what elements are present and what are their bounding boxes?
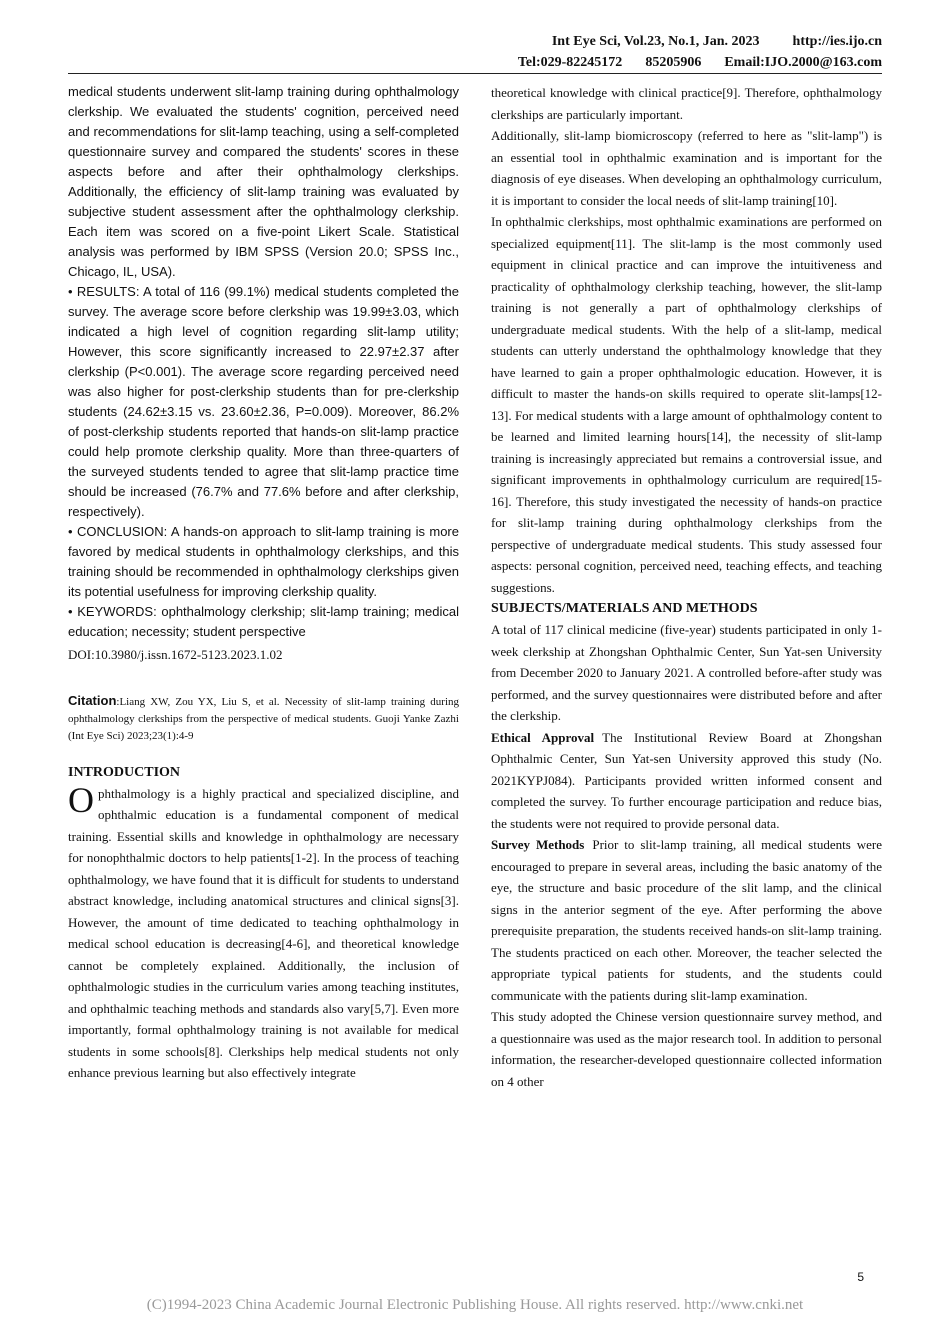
introduction-heading: INTRODUCTION — [68, 764, 181, 780]
email[interactable]: Email:IJO.2000@163.com — [724, 55, 882, 70]
abstract-keywords: • KEYWORDS: ophthalmology clerkship; slit-lamp training; medical education; necessity; student perspective — [68, 604, 459, 639]
intro-paragraph-2: Additionally, slit-lamp biomicroscopy (referred to here as "slit-lamp") is an essential tool in ophthalmic examination and is important for the diagnosis of eye diseases. When developing an ophthalmology curriculum, it is important to consider the local needs of slit-lamp training[10]. — [491, 128, 882, 208]
methods-heading: SUBJECTS/MATERIALS AND METHODS — [491, 601, 758, 616]
abstract-conclusion: • CONCLUSION: A hands-on approach to slit-lamp training is more favored by medical students in ophthalmology clerkships, and this training should be recommended in ophthalmology clerkships given its potential usefulness for improving clerkship quality. — [68, 524, 459, 599]
ethical-approval-label: Ethical Approval — [491, 729, 595, 745]
ethical-approval-paragraph — [491, 727, 882, 835]
journal-citation: Int Eye Sci, Vol.23, No.1, Jan. 2023 — [551, 34, 760, 49]
citation-text: :Liang XW, Zou YX, Liu S, et al. Necessity of slit-lamp training during ophthalmology clerkships from the perspective of medical students. Guoji Yanke Zazhi (Int Eye Sci) 2023;23(1):4-9 — [68, 695, 459, 742]
fax: 85205906 — [645, 55, 702, 70]
abstract-methods-continued: medical students underwent slit-lamp training during ophthalmology clerkship. We evaluated the students' cognition, perceived need and recommendations for slit-lamp teaching, using a self-completed questionnaire survey and compared the students' scores in these aspects before and after their ophthalmology clerkships. Additionally, the efficiency of slit-lamp training was evaluated by subjective student assessment after the ophthalmology clerkship. Each item was scored on a five-point Likert Scale. Statistical analysis was performed by IBM SPSS (Version 20.0; SPSS Inc., Chicago, IL, USA). — [68, 84, 459, 279]
drop-cap: O — [68, 779, 94, 820]
running-header-journal — [552, 34, 882, 50]
intro-paragraph-1-continued: theoretical knowledge with clinical practice[9]. Therefore, ophthalmology clerkships are particularly important. — [491, 85, 882, 122]
methods-paragraph-last: This study adopted the Chinese version questionnaire survey method, and a questionnaire was used as the major research tool. In addition to personal information, the researcher-developed questionnaire collected information on 4 other — [491, 1009, 882, 1089]
survey-methods-text: Prior to slit-lamp training, all medical students were encouraged to prepare in several areas, including the basic anatomy of the eye, the structure and basic procedure of the slit lamp, and the clinical signs in the anterior segment of the eye. After performing the above prerequisite preparation, the students received hands-on slit-lamp training. The students practiced on each other. Moreover, the teacher selected the appropriate typical patients for students, and the students could communicate with the patients during slit-lamp examination. — [491, 837, 882, 1003]
citation-block — [68, 692, 459, 745]
abstract-results: • RESULTS: A total of 116 (99.1%) medical students completed the survey. The average score before clerkship was 19.99±3.03, which indicated a high level of cognition regarding slit-lamp utility; However, this score significantly increased to 22.97±2.37 after clerkship (P<0.001). The average score regarding perceived need was also higher for post-clerkship students than for pre-clerkship students (24.62±3.15 vs. 23.60±2.36, P=0.009). Moreover, 86.2% of post-clerkship students reported that hands-on slit-lamp practice could help promote clerkship quality. More than three-quarters of the surveyed students tended to agree that slit-lamp practice time should be increased (76.7% and 77.6% before and after clerkship, respectively). — [68, 284, 459, 519]
right-column — [491, 82, 882, 1092]
citation-label: Citation — [68, 692, 117, 708]
page-number: 5 — [857, 1270, 864, 1284]
tel: Tel:029-82245172 — [517, 55, 623, 70]
copyright-footer: (C)1994-2023 China Academic Journal Electronic Publishing House. All rights reserved. http://www.cnki.net — [146, 1297, 804, 1313]
intro-paragraph-1 — [68, 779, 459, 1084]
survey-methods-label: Survey Methods — [491, 837, 585, 852]
ethical-approval-text: The Institutional Review Board at Zhongshan Ophthalmic Center, Sun Yat-sen University approved this study (No. 2021KYPJ084). Participants provided written informed consent and completed the survey. To further encourage participation and reduce bias, the students were not required to provide personal data. — [491, 729, 882, 831]
intro-paragraph-3: In ophthalmic clerkships, most ophthalmic examinations are performed on specialized equipment[11]. The slit-lamp is the most commonly used equipment in clinical practice and can improve the intuitiveness and practicality of ophthalmology clerkship teaching, however, the slit-lamp training is not generally a part of ophthalmology clerkships of undergraduate medical students. With the help of a slit-lamp, medical students can utterly understand the ophthalmology knowledge that they have learned to gain a proper ophthalmologic education. However, it is difficult to master the hands-on skills required to operate slit-lamps[12-13]. For medical students with a large amount of ophthalmology content to be learned and limited learning hours[14], the necessity of slit-lamp training is increasingly appreciated but remains a controversial issue, and significant improvements in ophthalmology curriculum are required[15-16]. Therefore, this study investigated the necessity of hands-on practice for slit-lamp training during ophthalmology clerkships from the perspective of undergraduate medical students. This study assessed four aspects: personal cognition, perceived need, teaching effects, and teaching suggestions. — [491, 214, 882, 595]
header-rule — [68, 73, 882, 74]
running-header-contact — [518, 55, 882, 71]
survey-methods-paragraph — [491, 834, 882, 1006]
intro-paragraph-1-text: phthalmology is a highly practical and specialized discipline, and ophthalmic education is a fundamental component of medical training. Essential skills and knowledge in ophthalmology are necessary for nonophthalmic doctors to help patients[1-2]. In the process of teaching ophthalmology, we have found that it is difficult for students to understand abstract knowledge, including anatomical structures and clinical signs[3]. However, the amount of time dedicated to teaching ophthalmology in medical school education is decreasing[4-6], and theoretical knowledge cannot be completely explained. Additionally, the inclusion of ophthalmologic studies in the curriculum varies among teaching institutes, and ophthalmic teaching methods and standards also vary[5,7]. Even more importantly, formal ophthalmology training is not available for medical students in some schools[8]. Clerkships help medical students not only enhance previous learning but also effectively integrate — [68, 785, 459, 1080]
methods-paragraph-1: A total of 117 clinical medicine (five-year) students participated in only 1-week clerkship at Zhongshan Ophthalmic Center, Sun Yat-sen University from December 2020 to January 2021. A controlled before-after study was performed, and the survey questionnaires were distributed before and after the clerkship. — [491, 622, 882, 723]
left-column — [68, 82, 459, 1084]
journal-url[interactable]: http://ies.ijo.cn — [792, 34, 882, 49]
doi: DOI:10.3980/j.issn.1672-5123.2023.1.02 — [68, 647, 283, 662]
